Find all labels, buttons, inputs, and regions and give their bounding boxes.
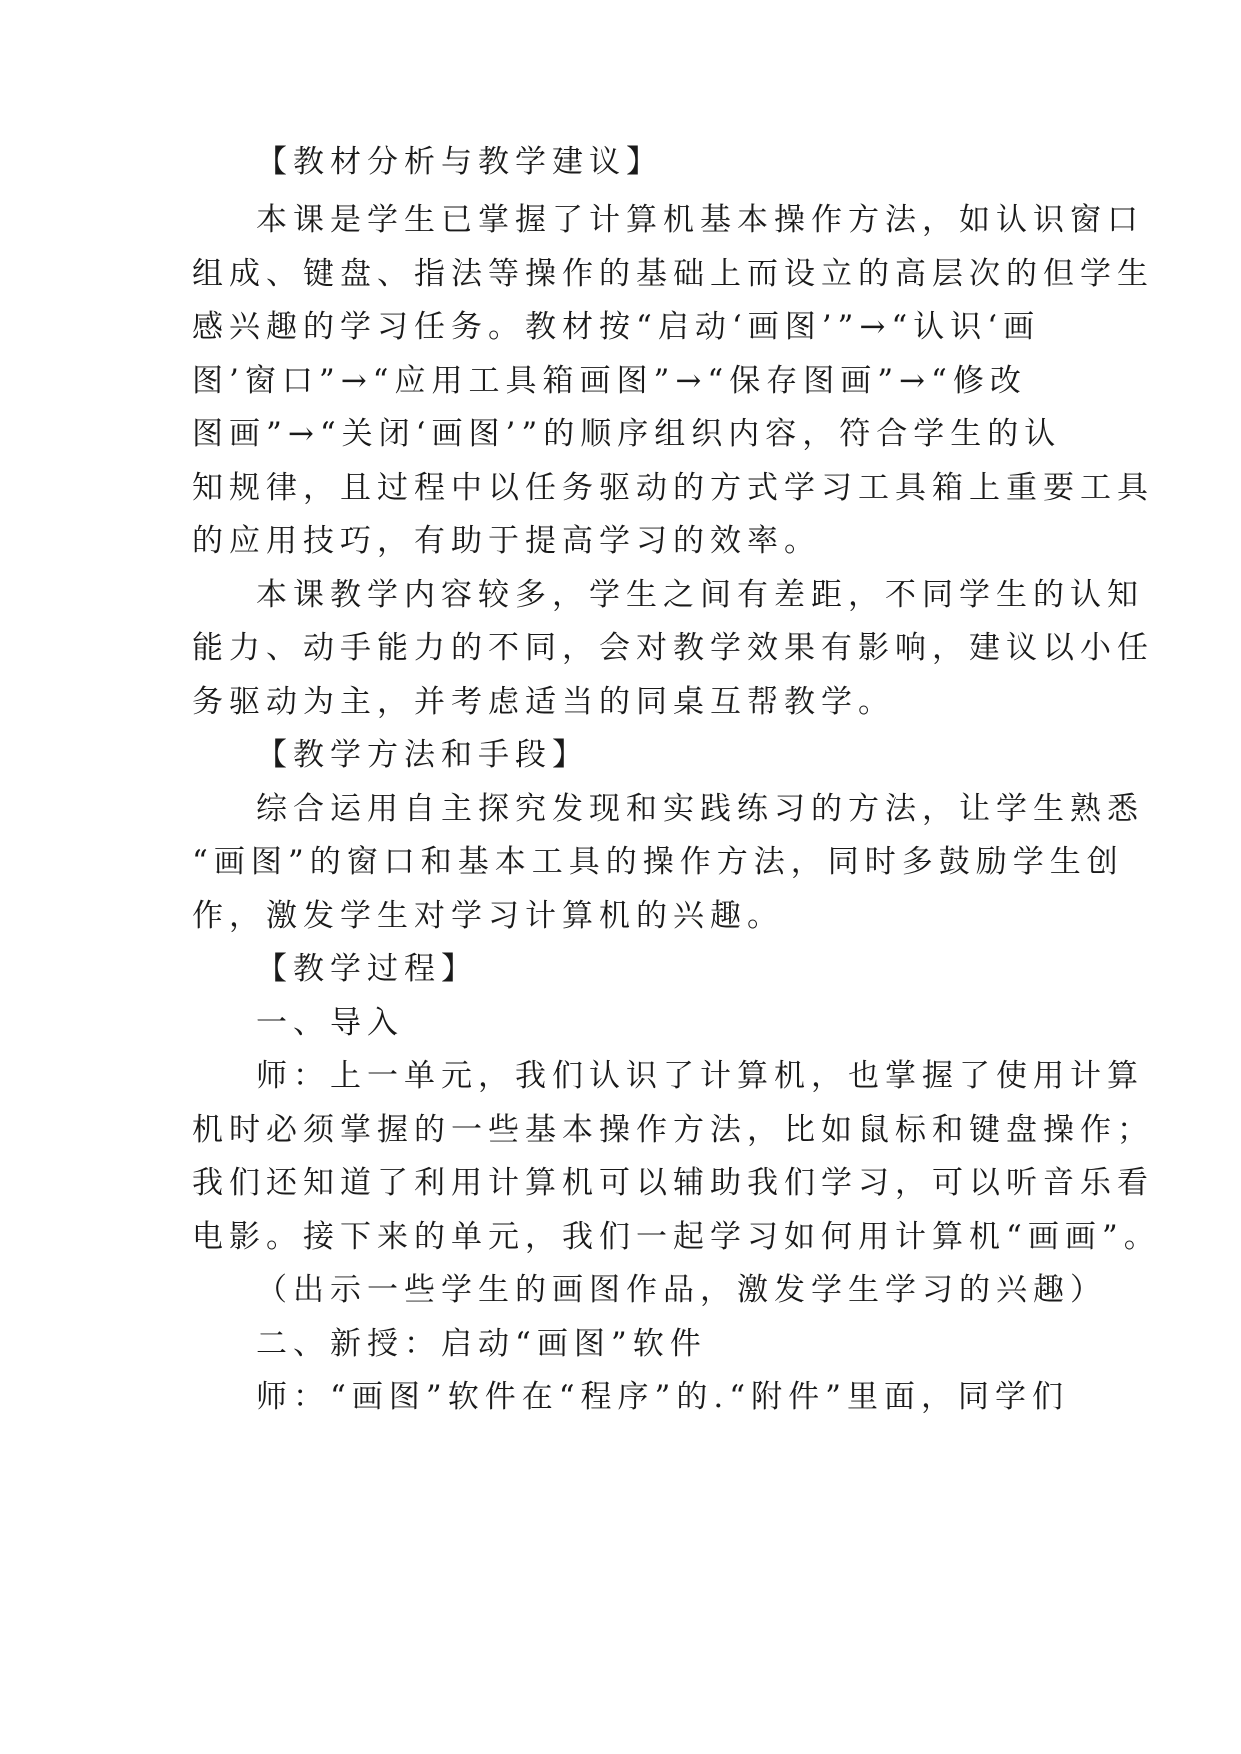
paragraph-5: （出示一些学生的画图作品，激发学生学习的兴趣） [256,1272,1107,1308]
paragraph-1-line-4: 图’窗口”→“应用工具箱画图”→“保存图画”→“修改 [192,363,1027,399]
paragraph-1-line-1: 本课是学生已掌握了计算机基本操作方法，如认识窗口 [256,202,1144,238]
section-title-process: 【教学过程】 [256,951,478,987]
paragraph-2-line-3: 务驱动为主，并考虑适当的同桌互帮教学。 [192,684,895,720]
paragraph-1-line-2: 组成、键盘、指法等操作的基础上而设立的高层次的但学生 [192,256,1154,292]
paragraph-1-line-6: 知规律，且过程中以任务驱动的方式学习工具箱上重要工具 [192,470,1154,506]
section-title-analysis: 【教材分析与教学建议】 [256,144,663,180]
intro-heading: 一、导入 [256,1005,404,1041]
paragraph-3-line-2: “画图”的窗口和基本工具的操作方法，同时多鼓励学生创 [192,844,1124,880]
paragraph-4-line-1: 师：上一单元，我们认识了计算机，也掌握了使用计算 [256,1058,1144,1094]
paragraph-4-line-3: 我们还知道了利用计算机可以辅助我们学习，可以听音乐看 [192,1165,1154,1201]
paragraph-3-line-1: 综合运用自主探究发现和实践练习的方法，让学生熟悉 [256,791,1144,827]
paragraph-4-line-4: 电影。接下来的单元，我们一起学习如何用计算机“画画”。 [192,1219,1161,1255]
paragraph-2-line-2: 能力、动手能力的不同，会对教学效果有影响，建议以小任 [192,630,1154,666]
paragraph-1-line-3: 感兴趣的学习任务。教材按“启动‘画图’”→“认识‘画 [192,309,1041,345]
paragraph-4-line-2: 机时必须掌握的一些基本操作方法，比如鼠标和键盘操作； [192,1112,1154,1148]
paragraph-1-line-7: 的应用技巧，有助于提高学习的效率。 [192,523,821,559]
section-title-methods: 【教学方法和手段】 [256,737,589,773]
paragraph-6: 师：“画图”软件在“程序”的.“附件”里面，同学们 [256,1379,1069,1415]
paragraph-2-line-1: 本课教学内容较多，学生之间有差距，不同学生的认知 [256,577,1144,613]
paragraph-3-line-3: 作，激发学生对学习计算机的兴趣。 [192,898,784,934]
paragraph-1-line-5: 图画”→“关闭‘画图’”的顺序组织内容，符合学生的认 [192,416,1062,452]
new-lesson-heading: 二、新授：启动“画图”软件 [256,1326,707,1362]
